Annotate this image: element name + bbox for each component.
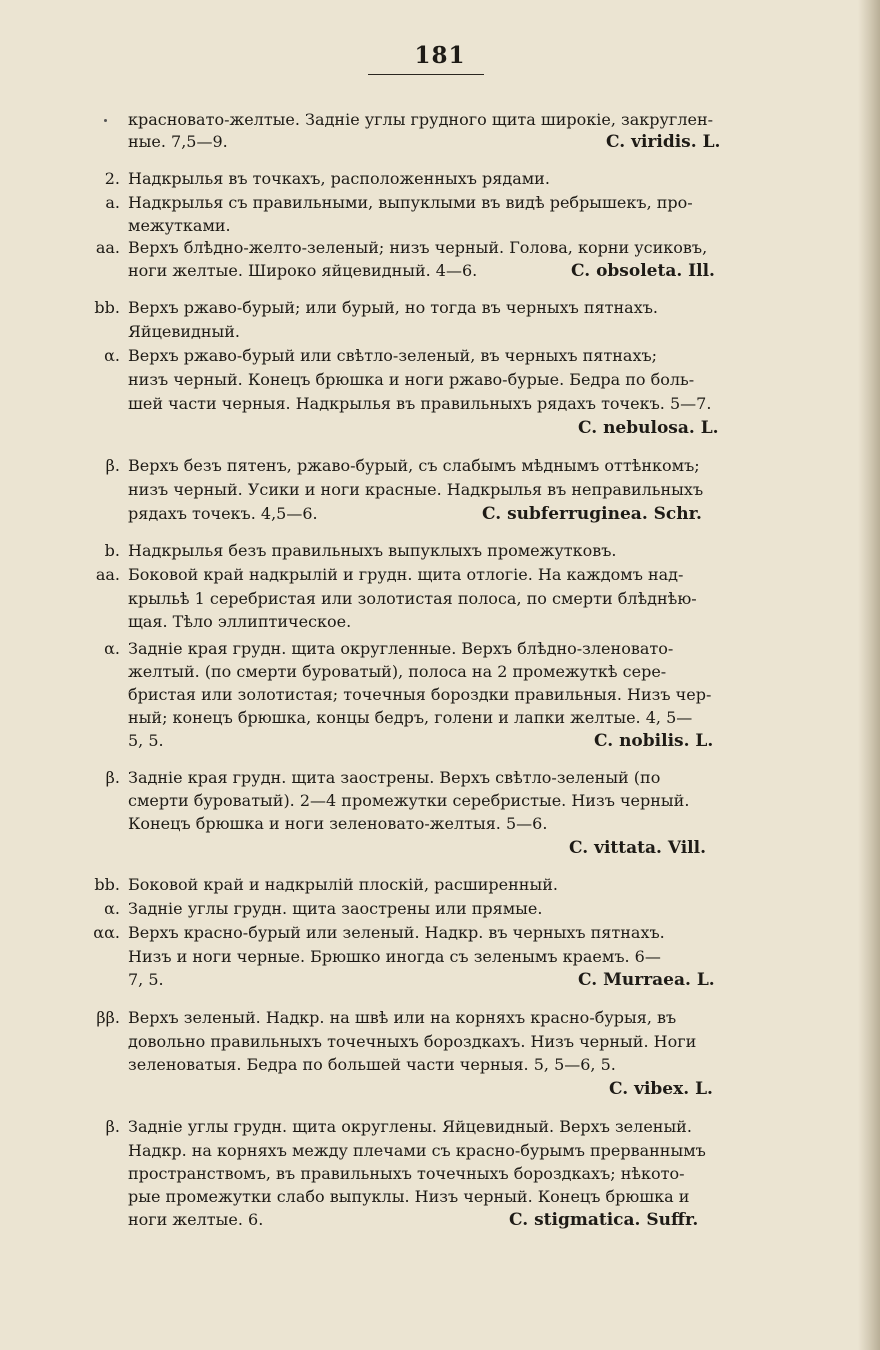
text-line (0, 637, 880, 661)
line-text: Надкрылья въ точкахъ, расположенныхъ рядами. (128, 169, 550, 188)
line-text: зеленоватыя. Бедра по большей части черныя. 5, 5—6, 5. (128, 1055, 616, 1074)
line-text: 7, 5. (128, 970, 164, 989)
text-line (0, 587, 880, 611)
line-text: Верхъ зеленый. Надкр. на швѣ или на корняхъ красно-бурыя, въ (128, 1008, 677, 1027)
line-text: пространствомъ, въ правильныхъ точечныхъ бороздкахъ; нѣкото- (128, 1164, 685, 1183)
text-line (0, 416, 880, 440)
line-text: бристая или золотистая; точечныя бороздки правильныя. Низъ чер- (128, 685, 712, 704)
key-label: b. (104, 541, 120, 560)
species-name: C. Murraea. L. (578, 970, 715, 990)
line-text: Конецъ брюшка и ноги зеленовато-желтыя. 5—6. (128, 814, 548, 833)
text-line (0, 1006, 880, 1030)
text-line (0, 812, 880, 836)
text-line (0, 296, 880, 320)
line-text: красновато-желтые. Задніе углы грудного щита широкіе, закруглен- (128, 110, 714, 129)
text-line (0, 1185, 880, 1209)
species-name: C. vibex. L. (609, 1079, 713, 1099)
line-text: Боковой край надкрылій и грудн. щита отлогіе. На каждомъ над- (128, 565, 684, 584)
text-line (0, 167, 880, 191)
line-text: Боковой край и надкрылій плоскій, расширенный. (128, 875, 558, 894)
line-text: Яйцевидный. (128, 322, 241, 341)
text-line (0, 610, 880, 634)
text-line (0, 706, 880, 730)
key-label: aa. (95, 565, 120, 584)
key-label: 2. (104, 169, 120, 188)
text-line (0, 108, 880, 132)
text-line (0, 968, 880, 992)
line-text: ный; конецъ брюшка, концы бедръ, голени и лапки желтые. 4, 5— (128, 708, 693, 727)
line-text: низъ черный. Конецъ брюшка и ноги ржаво-бурые. Бедра по боль- (128, 370, 695, 389)
line-text: Верхъ красно-бурый или зеленый. Надкр. въ черныхъ пятнахъ. (128, 923, 665, 942)
text-line (0, 945, 880, 969)
text-line (0, 921, 880, 945)
text-line (0, 214, 880, 238)
species-name: C. viridis. L. (606, 132, 721, 152)
species-name: C. subferruginea. Schr. (482, 504, 702, 524)
text-line (0, 789, 880, 813)
key-label: bb. (94, 875, 120, 894)
line-text: Задніе углы грудн. щита округлены. Яйцевидный. Верхъ зеленый. (128, 1117, 692, 1136)
text-line (0, 1208, 880, 1232)
text-line (0, 683, 880, 707)
text-line (0, 478, 880, 502)
species-name: C. vittata. Vill. (569, 838, 707, 858)
line-text: довольно правильныхъ точечныхъ бороздкахъ. Низъ черный. Ноги (128, 1032, 697, 1051)
line-text: Надкр. на корняхъ между плечами съ красно-бурымъ прерваннымъ (128, 1141, 706, 1160)
line-text: Верхъ безъ пятенъ, ржаво-бурый, съ слабымъ мѣднымъ оттѣнкомъ; (128, 456, 700, 475)
text-line (0, 1139, 880, 1163)
text-line (0, 873, 880, 897)
line-text: рядахъ точекъ. 4,5—6. (128, 504, 318, 523)
species-name: C. stigmatica. Suffr. (509, 1210, 699, 1230)
line-text: шей части черныя. Надкрылья въ правильныхъ рядахъ точекъ. 5—7. (128, 394, 712, 413)
line-text: крыльѣ 1 серебристая или золотистая полоса, по смерти блѣднѣю- (128, 589, 697, 608)
text-line (0, 259, 880, 283)
text-line (0, 766, 880, 790)
line-text: Верхъ блѣдно-желто-зеленый; низъ черный. Голова, корни усиковъ, (128, 238, 708, 257)
key-label: aa. (95, 238, 120, 257)
key-label: β. (105, 456, 120, 475)
text-line (0, 368, 880, 392)
text-line (0, 454, 880, 478)
text-line (0, 1053, 880, 1077)
text-line (0, 836, 880, 860)
key-label: ββ. (96, 1008, 120, 1027)
line-text: ноги желтые. Широко яйцевидный. 4—6. (128, 261, 478, 280)
text-line (0, 539, 880, 563)
line-text: смерти буроватый). 2—4 промежутки серебристые. Низъ черный. (128, 791, 690, 810)
line-text: Задніе края грудн. щита округленные. Верхъ блѣдно-зленовато- (128, 639, 674, 658)
text-line (0, 660, 880, 684)
line-text: желтый. (по смерти буроватый), полоса на 2 промежуткѣ сере- (128, 662, 667, 681)
text-line (0, 392, 880, 416)
text-line (0, 236, 880, 260)
page-number: 181 (414, 42, 466, 69)
text-line (0, 1115, 880, 1139)
text-line (0, 729, 880, 753)
key-label: β. (105, 768, 120, 787)
key-label: αα. (93, 923, 120, 942)
line-text: Надкрылья безъ правильныхъ выпуклыхъ промежутковъ. (128, 541, 617, 560)
key-label: bb. (94, 298, 120, 317)
line-text: Низъ и ноги черные. Брюшко иногда съ зеленымъ краемъ. 6— (128, 947, 661, 966)
line-text: Задніе края грудн. щита заострены. Верхъ свѣтло-зеленый (по (128, 768, 661, 787)
key-label: α. (104, 639, 120, 658)
key-label: a. (105, 193, 120, 212)
text-line (0, 344, 880, 368)
line-text: щая. Тѣло эллиптическое. (128, 612, 352, 631)
text-line (0, 897, 880, 921)
line-text: межутками. (128, 216, 231, 235)
line-text: Надкрылья съ правильными, выпуклыми въ видѣ ребрышекъ, про- (128, 193, 693, 212)
line-text: ноги желтые. 6. (128, 1210, 264, 1229)
line-text: Верхъ ржаво-бурый или свѣтло-зеленый, въ черныхъ пятнахъ; (128, 346, 658, 365)
text-line (0, 563, 880, 587)
text-line (0, 320, 880, 344)
species-name: C. nobilis. L. (594, 731, 714, 751)
text-line (0, 1030, 880, 1054)
text-line (0, 191, 880, 215)
text-line (0, 130, 880, 154)
key-label: β. (105, 1117, 120, 1136)
line-text: 5, 5. (128, 731, 164, 750)
line-text: ные. 7,5—9. (128, 132, 228, 151)
text-line (0, 502, 880, 526)
line-text: рые промежутки слабо выпуклы. Низъ черный. Конецъ брюшка и (128, 1187, 690, 1206)
species-name: C. obsoleta. Ill. (571, 261, 715, 281)
line-text: низъ черный. Усики и ноги красные. Надкрылья въ неправильныхъ (128, 480, 704, 499)
species-name: C. nebulosa. L. (578, 418, 719, 438)
line-text: Верхъ ржаво-бурый; или бурый, но тогда въ черныхъ пятнахъ. (128, 298, 658, 317)
line-text: Задніе углы грудн. щита заострены или прямые. (128, 899, 543, 918)
key-label: α. (104, 899, 120, 918)
key-label: α. (104, 346, 120, 365)
text-line (0, 1162, 880, 1186)
text-line (0, 1077, 880, 1101)
